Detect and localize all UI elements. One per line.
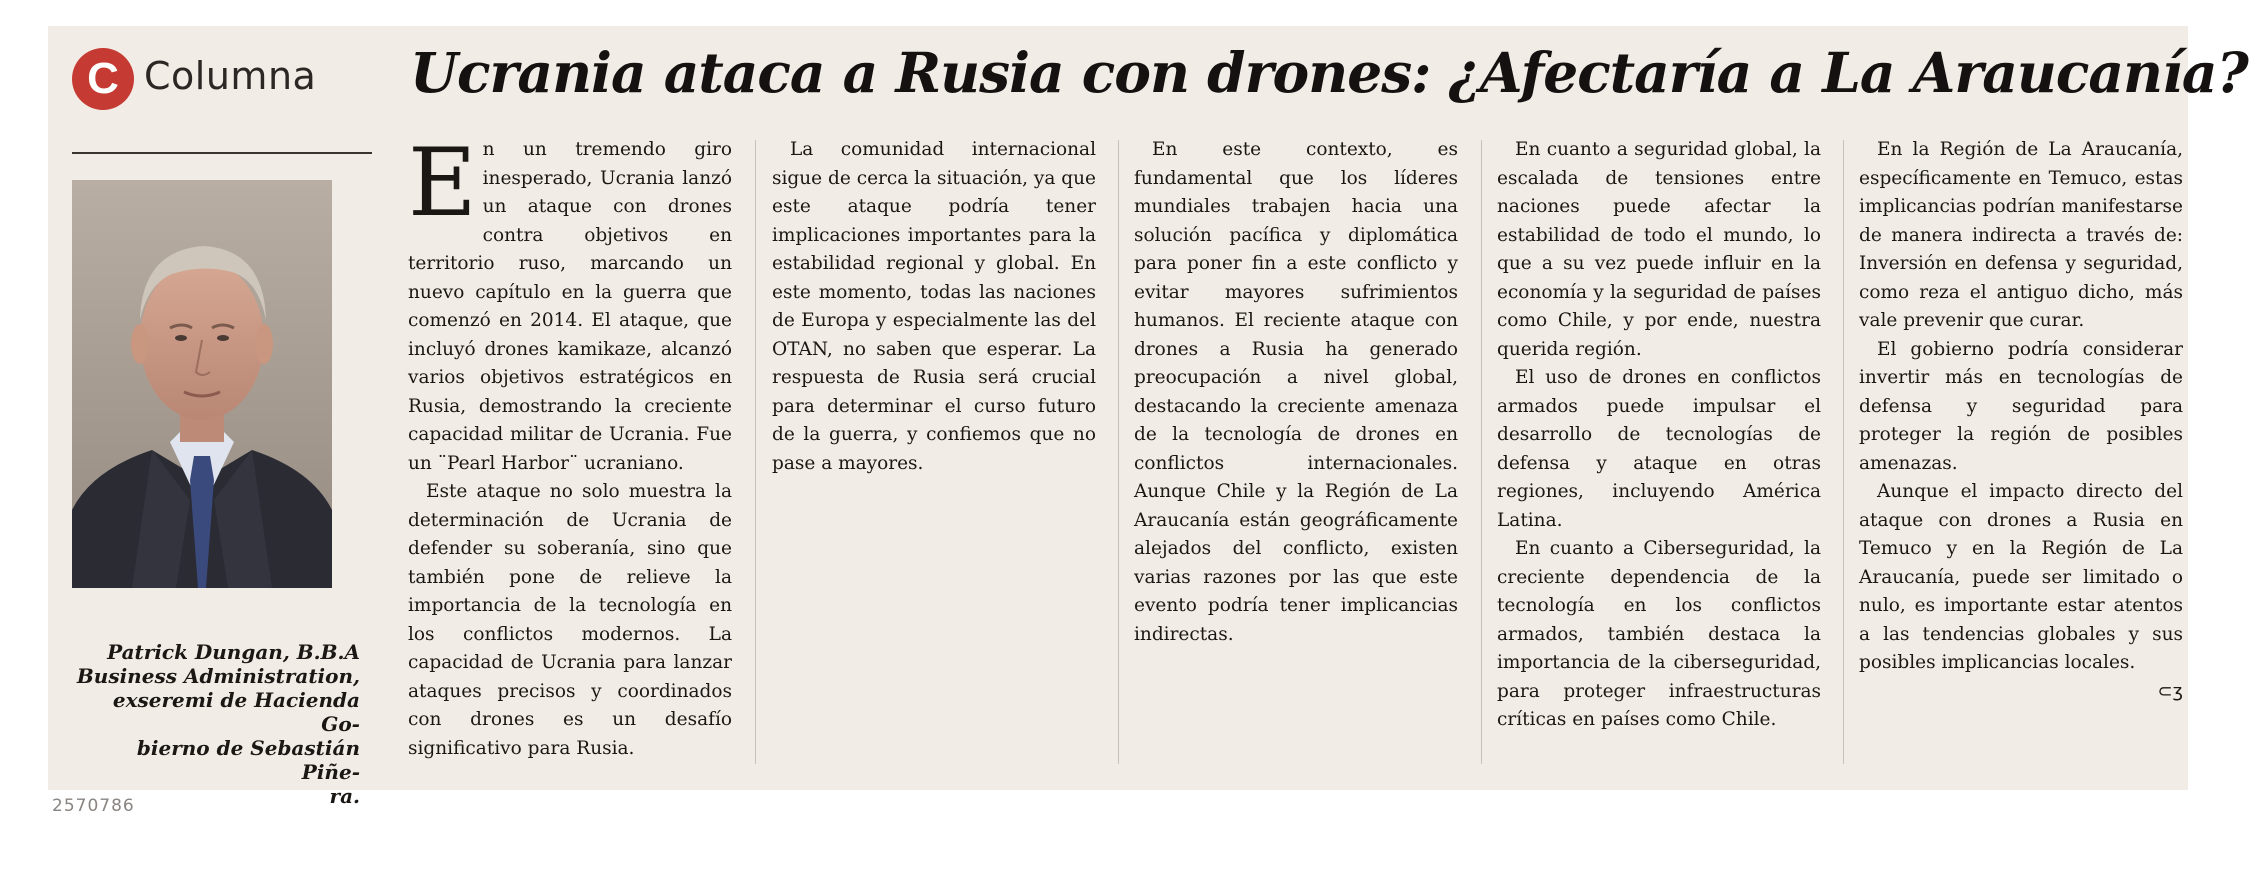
article-column-3 <box>1134 136 1458 649</box>
article-paragraph: En este contexto, es fundamental que los líderes mundiales trabajen hacia una solución pacífica y diplomática para poner fin a este conflicto y evitar mayores sufrimientos humanos. El reciente ataque con drones a Rusia ha generado preocupación a nivel global, destacando la creciente amenaza de la tecnología de drones en conflictos internacionales. Aunque Chile y la Región de La Araucanía están geográficamente alejados del conflicto, existen varias razones por las que este evento podría tener implicancias indirectas. <box>1134 139 1458 645</box>
end-of-article-icon: ⊂ʒ <box>2157 680 2183 702</box>
article-paragraph: Este ataque no solo muestra la determinación de Ucrania de defender su soberanía, sino que también pone de relieve la importancia de la tecnología en los conflictos modernos. La capacidad de Ucrania para lanzar ataques precisos y coordinados con drones es un desafío significativo para Rusia. <box>408 481 732 759</box>
article-column-5 <box>1859 136 2183 706</box>
author-caption-line: ra. <box>329 784 360 808</box>
author-caption-line: bierno de Sebastián Piñe- <box>136 736 360 784</box>
section-divider <box>72 152 372 154</box>
column-divider <box>755 140 756 764</box>
article-paragraph: La comunidad internacional sigue de cerca la situación, ya que este ataque podría tener implicaciones importantes para la estabilidad regional y global. En este momento, todas las naciones de Europa y especialmente las del OTAN, no saben que esperar. La respuesta de Rusia será crucial para determinar el curso futuro de la guerra, y confiemos que no pase a mayores. <box>772 139 1096 474</box>
article-paragraph: En la Región de La Araucanía, específicamente en Temuco, estas implicancias podrían manifestarse de manera indirecta a través de: Inversión en defensa y seguridad, como reza el antiguo dicho, más vale prevenir que curar. <box>1859 139 2183 331</box>
column-divider <box>1481 140 1482 764</box>
article-paragraph: Aunque el impacto directo del ataque con drones a Rusia en Temuco y en la Región de La Araucanía, puede ser limitado o nulo, es importante estar atentos a las tendencias globales y sus posibles implicancias locales. <box>1859 481 2183 673</box>
article-paragraph: El gobierno podría considerar invertir más en tecnologías de defensa y seguridad para proteger la región de posibles amenazas. <box>1859 338 2183 474</box>
clip-id: 2570786 <box>52 796 135 816</box>
article-column-4 <box>1497 136 1821 735</box>
author-caption <box>72 640 360 808</box>
section-label: Columna <box>144 54 317 98</box>
dropcap: E <box>408 129 477 238</box>
author-caption-line: Business Administration, <box>76 664 360 688</box>
article-paragraph: En cuanto a seguridad global, la escalada de tensiones entre naciones puede afectar la estabilidad de todo el mundo, lo que a su vez puede influir en la economía y la seguridad de países como Chile, y por ende, nuestra querida región. <box>1497 139 1821 360</box>
article-paragraph: n un tremendo giro inesperado, Ucrania lanzó un ataque con drones contra objetivos en territorio ruso, marcando un nuevo capítulo en la guerra que comenzó en 2014. El ataque, que incluyó drones kamikaze, alcanzó varios objetivos estratégicos en Rusia, demostrando la creciente capacidad militar de Ucrania. Fue un ¨Pearl Harbor¨ ucraniano. <box>408 139 732 474</box>
author-caption-line: exseremi de Hacienda Go- <box>112 688 360 736</box>
column-divider <box>1843 140 1844 764</box>
columna-logo-icon: C <box>72 48 134 110</box>
headline: Ucrania ataca a Rusia con drones: ¿Afectaría a La Araucanía? <box>410 40 2248 105</box>
author-portrait-image <box>72 180 332 588</box>
column-divider <box>1118 140 1119 764</box>
article-column-2 <box>772 136 1096 478</box>
article-paragraph: En cuanto a Ciberseguridad, la creciente dependencia de la tecnología en los conflictos armados, también destaca la importancia de la ciberseguridad, para proteger infraestructuras críticas en países como Chile. <box>1497 538 1821 730</box>
article-column-1 <box>408 129 732 763</box>
author-photo <box>72 180 332 588</box>
author-caption-line: Patrick Dungan, B.B.A <box>107 640 360 664</box>
article-paragraph: El uso de drones en conflictos armados puede impulsar el desarrollo de tecnologías de defensa y ataque en otras regiones, incluyendo América Latina. <box>1497 367 1821 531</box>
